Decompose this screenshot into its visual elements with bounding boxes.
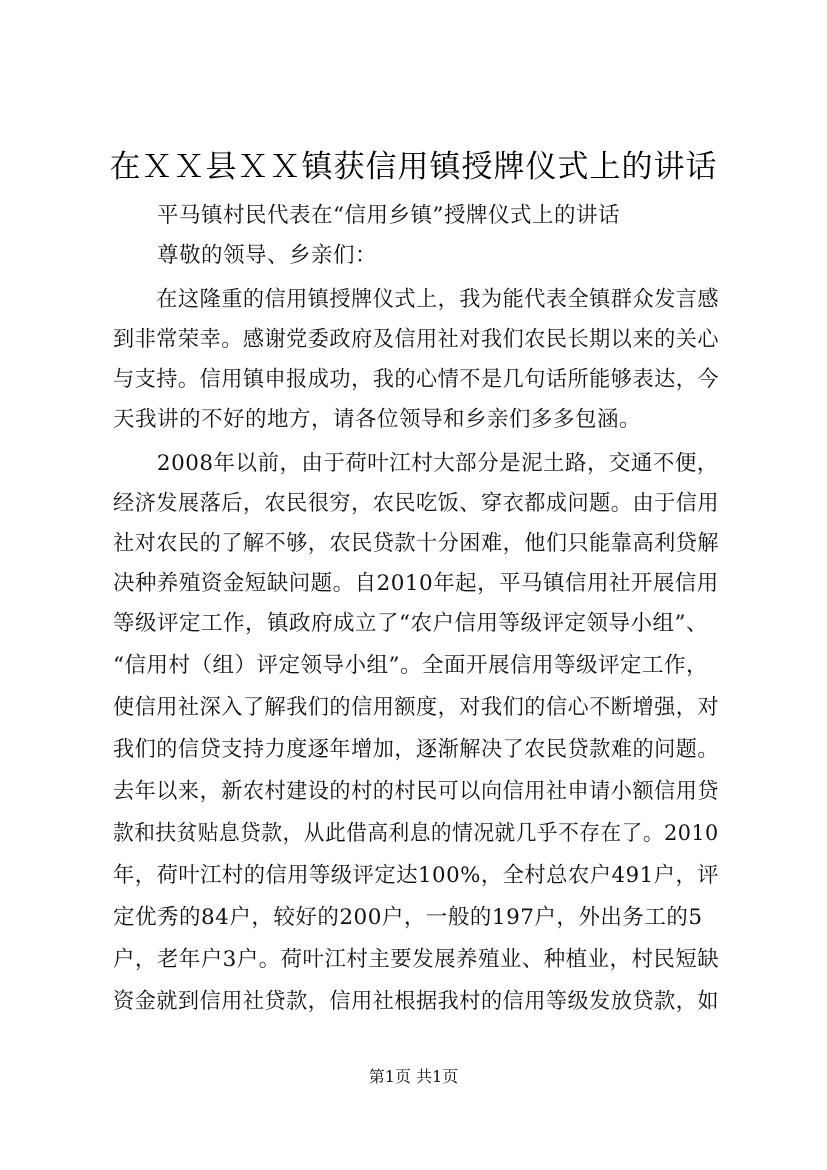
page-number-footer: 第1页 共1页 xyxy=(368,1067,459,1086)
paragraph-line: 决种养殖资金短缺问题。自2010年起，平马镇信用社开展信用 xyxy=(113,571,719,596)
paragraph-line: 资金就到信用社贷款，信用社根据我村的信用等级发放贷款，如 xyxy=(113,989,720,1014)
page-title: 在ＸＸ县ＸＸ镇获信用镇授牌仪式上的讲话 xyxy=(109,149,718,185)
paragraph-line: 2008年以前，由于荷叶江村大部分是泥土路，交通不便， xyxy=(113,451,719,476)
paragraph-line: 在这隆重的信用镇授牌仪式上，我为能代表全镇群众发言感 xyxy=(113,287,720,312)
subtitle-line: 平马镇村民代表在“信用乡镇”授牌仪式上的讲话 xyxy=(113,203,620,228)
paragraph-line: 去年以来，新农村建设的村的村民可以向信用社申请小额信用贷 xyxy=(113,779,720,804)
paragraph-line: 年，荷叶江村的信用等级评定达100%，全村总农户491户，评 xyxy=(113,863,720,888)
paragraph-line: 与支持。信用镇申报成功，我的心情不是几句话所能够表达，今 xyxy=(113,367,720,392)
paragraph-line: 天我讲的不好的地方，请各位领导和乡亲们多多包涵。 xyxy=(113,407,642,432)
paragraph-line: 到非常荣幸。感谢党委政府及信用社对我们农民长期以来的关心 xyxy=(113,327,720,352)
paragraph-line: 款和扶贫贴息贷款，从此借高利息的情况就几乎不存在了。2010 xyxy=(113,821,719,846)
paragraph-line: 等级评定工作，镇政府成立了“农户信用等级评定领导小组”、 xyxy=(113,611,708,636)
salutation-line: 尊敬的领导、乡亲们： xyxy=(113,243,378,268)
paragraph-line: 户，老年户3户。荷叶江村主要发展养殖业、种植业，村民短缺 xyxy=(113,947,720,972)
paragraph-line: 我们的信贷支持力度逐年增加，逐渐解决了农民贷款难的问题。 xyxy=(113,737,720,762)
paragraph-line: 经济发展落后，农民很穷，农民吃饭、穿衣都成问题。由于信用 xyxy=(113,491,720,516)
paragraph-line: 定优秀的84户，较好的200户，一般的197户，外出务工的5 xyxy=(113,905,703,930)
paragraph-line: 社对农民的了解不够，农民贷款十分困难，他们只能靠高利贷解 xyxy=(113,531,720,556)
paragraph-line: “信用村（组）评定领导小组”。全面开展信用等级评定工作， xyxy=(113,653,708,678)
paragraph-line: 使信用社深入了解我们的信用额度，对我们的信心不断增强，对 xyxy=(113,695,720,720)
